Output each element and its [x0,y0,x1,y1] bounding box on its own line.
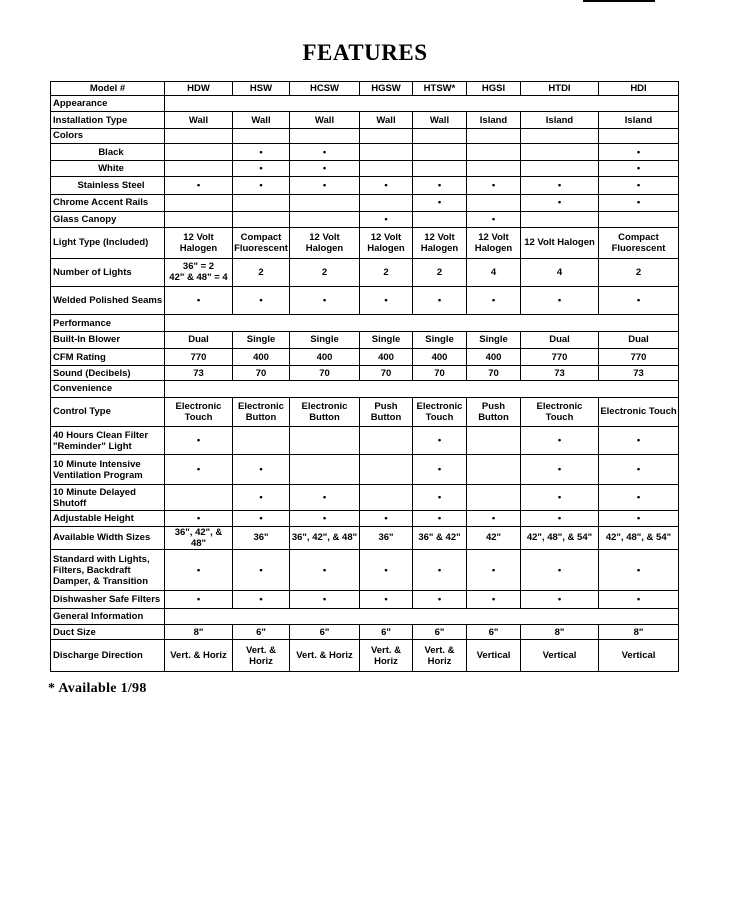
section-span-cell [165,608,679,624]
table-cell: Dual [599,331,679,348]
table-cell: Vert. & Horiz [360,640,413,672]
table-cell: 6" [290,624,360,639]
table-cell: 6" [413,624,467,639]
table-cell: Electronic Button [290,397,360,426]
table-cell: 8" [599,624,679,639]
feature-dot: • [233,455,290,484]
row-label: 10 Minute Delayed Shutoff [51,484,165,510]
feature-dot: • [165,511,233,526]
table-cell: Vertical [521,640,599,672]
table-cell: 36" = 2 42" & 48" = 4 [165,258,233,286]
feature-dot: • [233,484,290,510]
table-row [51,177,679,194]
table-cell: 8" [165,624,233,639]
feature-dot: • [599,177,679,194]
row-label: Installation Type [51,112,165,128]
table-cell: Electronic Touch [165,397,233,426]
table-cell: Push Button [467,397,521,426]
table-row [51,549,679,591]
section-row-appearance [51,96,679,112]
table-cell: 73 [165,366,233,381]
table-cell [360,128,413,143]
feature-dot: • [599,194,679,211]
row-label: White [51,161,165,177]
feature-dot: • [599,427,679,455]
row-label: CFM Rating [51,348,165,365]
page-title: FEATURES [302,40,428,65]
feature-dot: • [290,591,360,608]
feature-dot: • [165,286,233,314]
feature-dot: • [521,484,599,510]
feature-dot: • [413,455,467,484]
table-row [51,161,679,177]
model-header-cell: HTSW* [413,82,467,96]
feature-dot: • [413,194,467,211]
section-span-cell [165,381,679,397]
row-label: Chrome Accent Rails [51,194,165,211]
table-cell [165,194,233,211]
table-cell: Single [467,331,521,348]
row-label: Sound (Decibels) [51,366,165,381]
table-cell: Island [467,112,521,128]
feature-dot: • [360,177,413,194]
table-cell: 70 [413,366,467,381]
row-label: 40 Hours Clean Filter "Reminder" Light [51,427,165,455]
feature-dot: • [413,549,467,591]
table-cell [165,211,233,227]
table-cell: 6" [360,624,413,639]
feature-dot: • [413,286,467,314]
table-cell: Vertical [467,640,521,672]
feature-dot: • [599,511,679,526]
table-cell: 36" [360,526,413,549]
row-label: Available Width Sizes [51,526,165,549]
feature-dot: • [290,511,360,526]
table-cell: Electronic Touch [599,397,679,426]
feature-dot: • [290,549,360,591]
row-label: Control Type [51,397,165,426]
feature-dot: • [360,286,413,314]
table-row [51,427,679,455]
table-row [51,112,679,128]
table-cell: 770 [599,348,679,365]
section-span-cell [165,315,679,331]
table-row [51,228,679,258]
feature-dot: • [599,549,679,591]
table-cell: 2 [599,258,679,286]
feature-dot: • [467,211,521,227]
table-cell: Dual [165,331,233,348]
feature-dot: • [290,177,360,194]
table-row [51,624,679,639]
row-label: Light Type (Included) [51,228,165,258]
section-row-performance [51,315,679,331]
table-cell: 73 [599,366,679,381]
feature-dot: • [521,549,599,591]
table-row [51,128,679,143]
table-cell: 6" [467,624,521,639]
row-label: Duct Size [51,624,165,639]
table-cell: 2 [290,258,360,286]
table-cell: Electronic Touch [413,397,467,426]
feature-dot: • [521,591,599,608]
feature-dot: • [521,194,599,211]
table-cell: 2 [233,258,290,286]
feature-dot: • [599,143,679,160]
row-label: Dishwasher Safe Filters [51,591,165,608]
feature-dot: • [233,549,290,591]
feature-dot: • [521,286,599,314]
feature-dot: • [467,511,521,526]
table-cell: Wall [413,112,467,128]
table-cell [233,211,290,227]
table-row [51,258,679,286]
table-cell [360,161,413,177]
table-row [51,455,679,484]
table-cell: Single [233,331,290,348]
table-cell: Vertical [599,640,679,672]
table-cell: Compact Fluorescent [233,228,290,258]
table-cell: 70 [290,366,360,381]
row-label: Colors [51,128,165,143]
table-cell [233,194,290,211]
table-row [51,348,679,365]
table-cell [290,211,360,227]
table-cell: 12 Volt Halogen [360,228,413,258]
table-cell [413,143,467,160]
table-cell [467,143,521,160]
section-row-convenience [51,381,679,397]
row-label: Glass Canopy [51,211,165,227]
header-row [51,82,679,96]
table-cell [467,194,521,211]
table-cell: 4 [521,258,599,286]
feature-dot: • [165,177,233,194]
table-cell [360,484,413,510]
table-row [51,511,679,526]
table-row [51,286,679,314]
table-cell [521,128,599,143]
table-row [51,484,679,510]
table-cell [165,143,233,160]
model-header-cell: HDW [165,82,233,96]
feature-dot: • [599,286,679,314]
feature-dot: • [360,591,413,608]
feature-dot: • [599,591,679,608]
feature-dot: • [360,511,413,526]
feature-dot: • [521,455,599,484]
table-cell [467,161,521,177]
feature-dot: • [165,427,233,455]
table-cell: Single [290,331,360,348]
section-span-cell [165,96,679,112]
table-cell [467,427,521,455]
table-cell: Wall [360,112,413,128]
feature-dot: • [233,143,290,160]
table-cell: Vert. & Horiz [233,640,290,672]
table-row [51,526,679,549]
feature-dot: • [290,484,360,510]
table-cell: Vert. & Horiz [413,640,467,672]
table-cell [599,211,679,227]
table-cell: Wall [233,112,290,128]
table-cell: Wall [165,112,233,128]
row-label: Built-In Blower [51,331,165,348]
table-cell [521,143,599,160]
feature-dot: • [233,591,290,608]
table-cell: 36", 42", & 48" [165,526,233,549]
feature-dot: • [413,484,467,510]
table-cell: Push Button [360,397,413,426]
section-label: Performance [51,315,165,331]
feature-dot: • [467,177,521,194]
table-cell [360,143,413,160]
table-cell: Single [360,331,413,348]
table-cell: 400 [467,348,521,365]
feature-dot: • [165,549,233,591]
section-label: Convenience [51,381,165,397]
table-row [51,397,679,426]
row-label: 10 Minute Intensive Ventilation Program [51,455,165,484]
table-cell [233,128,290,143]
table-cell [413,128,467,143]
table-cell: 73 [521,366,599,381]
table-cell [165,161,233,177]
table-cell: 36" & 42" [413,526,467,549]
feature-dot: • [599,161,679,177]
table-cell [233,427,290,455]
feature-dot: • [290,286,360,314]
table-cell: Compact Fluorescent [599,228,679,258]
row-label: Welded Polished Seams [51,286,165,314]
feature-dot: • [413,511,467,526]
table-cell: 2 [413,258,467,286]
table-row [51,194,679,211]
table-cell [467,128,521,143]
section-label: General Information [51,608,165,624]
table-cell [360,455,413,484]
table-row [51,211,679,227]
table-cell: Wall [290,112,360,128]
table-cell: 400 [290,348,360,365]
table-cell: Vert. & Horiz [290,640,360,672]
table-cell [467,484,521,510]
feature-dot: • [467,591,521,608]
table-cell [413,161,467,177]
table-cell: Dual [521,331,599,348]
feature-dot: • [165,455,233,484]
table-cell: Electronic Touch [521,397,599,426]
table-cell: 6" [233,624,290,639]
model-header-cell: HSW [233,82,290,96]
feature-dot: • [599,484,679,510]
model-label-cell: Model # [51,82,165,96]
table-cell [290,128,360,143]
model-header-cell: HTDI [521,82,599,96]
section-row-general [51,608,679,624]
table-cell: 400 [360,348,413,365]
feature-dot: • [360,211,413,227]
table-cell: 70 [467,366,521,381]
table-cell [599,128,679,143]
table-cell [360,194,413,211]
table-cell [413,211,467,227]
table-cell: 12 Volt Halogen [467,228,521,258]
table-cell: 42", 48", & 54" [599,526,679,549]
table-cell [290,427,360,455]
footnote: * Available 1/98 [48,681,147,696]
feature-dot: • [521,511,599,526]
model-header-cell: HGSI [467,82,521,96]
row-label: Adjustable Height [51,511,165,526]
table-row [51,143,679,160]
table-cell: 36" [233,526,290,549]
model-header-cell: HDI [599,82,679,96]
row-label: Number of Lights [51,258,165,286]
table-cell [290,455,360,484]
feature-dot: • [521,177,599,194]
table-row [51,366,679,381]
feature-dot: • [599,455,679,484]
table-cell: 36", 42", & 48" [290,526,360,549]
table-cell [165,484,233,510]
feature-dot: • [413,427,467,455]
table-cell: 400 [233,348,290,365]
feature-dot: • [290,143,360,160]
table-cell: Electronic Button [233,397,290,426]
table-cell: 4 [467,258,521,286]
table-cell: 12 Volt Halogen [290,228,360,258]
feature-dot: • [413,591,467,608]
table-cell: Island [599,112,679,128]
table-cell: 70 [360,366,413,381]
table-cell: 12 Volt Halogen [165,228,233,258]
table-cell: Single [413,331,467,348]
feature-dot: • [521,427,599,455]
table-cell [360,427,413,455]
feature-dot: • [360,549,413,591]
feature-dot: • [467,286,521,314]
feature-dot: • [290,161,360,177]
feature-dot: • [233,511,290,526]
table-cell: Vert. & Horiz [165,640,233,672]
row-label: Standard with Lights, Filters, Backdraft Damper, & Transition [51,549,165,591]
table-cell: 42" [467,526,521,549]
feature-dot: • [233,177,290,194]
table-row [51,640,679,672]
table-cell: 8" [521,624,599,639]
table-cell: 2 [360,258,413,286]
table-cell: 42", 48", & 54" [521,526,599,549]
table-cell [521,211,599,227]
table-cell [521,161,599,177]
table-cell [467,455,521,484]
table-cell [290,194,360,211]
table-cell: 12 Volt Halogen [413,228,467,258]
table-cell: 70 [233,366,290,381]
table-cell [165,128,233,143]
row-label: Stainless Steel [51,177,165,194]
row-label: Discharge Direction [51,640,165,672]
table-cell: Island [521,112,599,128]
table-cell: 770 [165,348,233,365]
row-label: Black [51,143,165,160]
section-label: Appearance [51,96,165,112]
feature-dot: • [467,549,521,591]
table-cell: 400 [413,348,467,365]
table-cell: 770 [521,348,599,365]
feature-dot: • [413,177,467,194]
table-row [51,331,679,348]
feature-dot: • [233,286,290,314]
features-table [50,81,679,672]
table-cell: 12 Volt Halogen [521,228,599,258]
model-header-cell: HCSW [290,82,360,96]
feature-dot: • [165,591,233,608]
model-header-cell: HGSW [360,82,413,96]
feature-dot: • [233,161,290,177]
top-rule [583,0,655,2]
table-row [51,591,679,608]
